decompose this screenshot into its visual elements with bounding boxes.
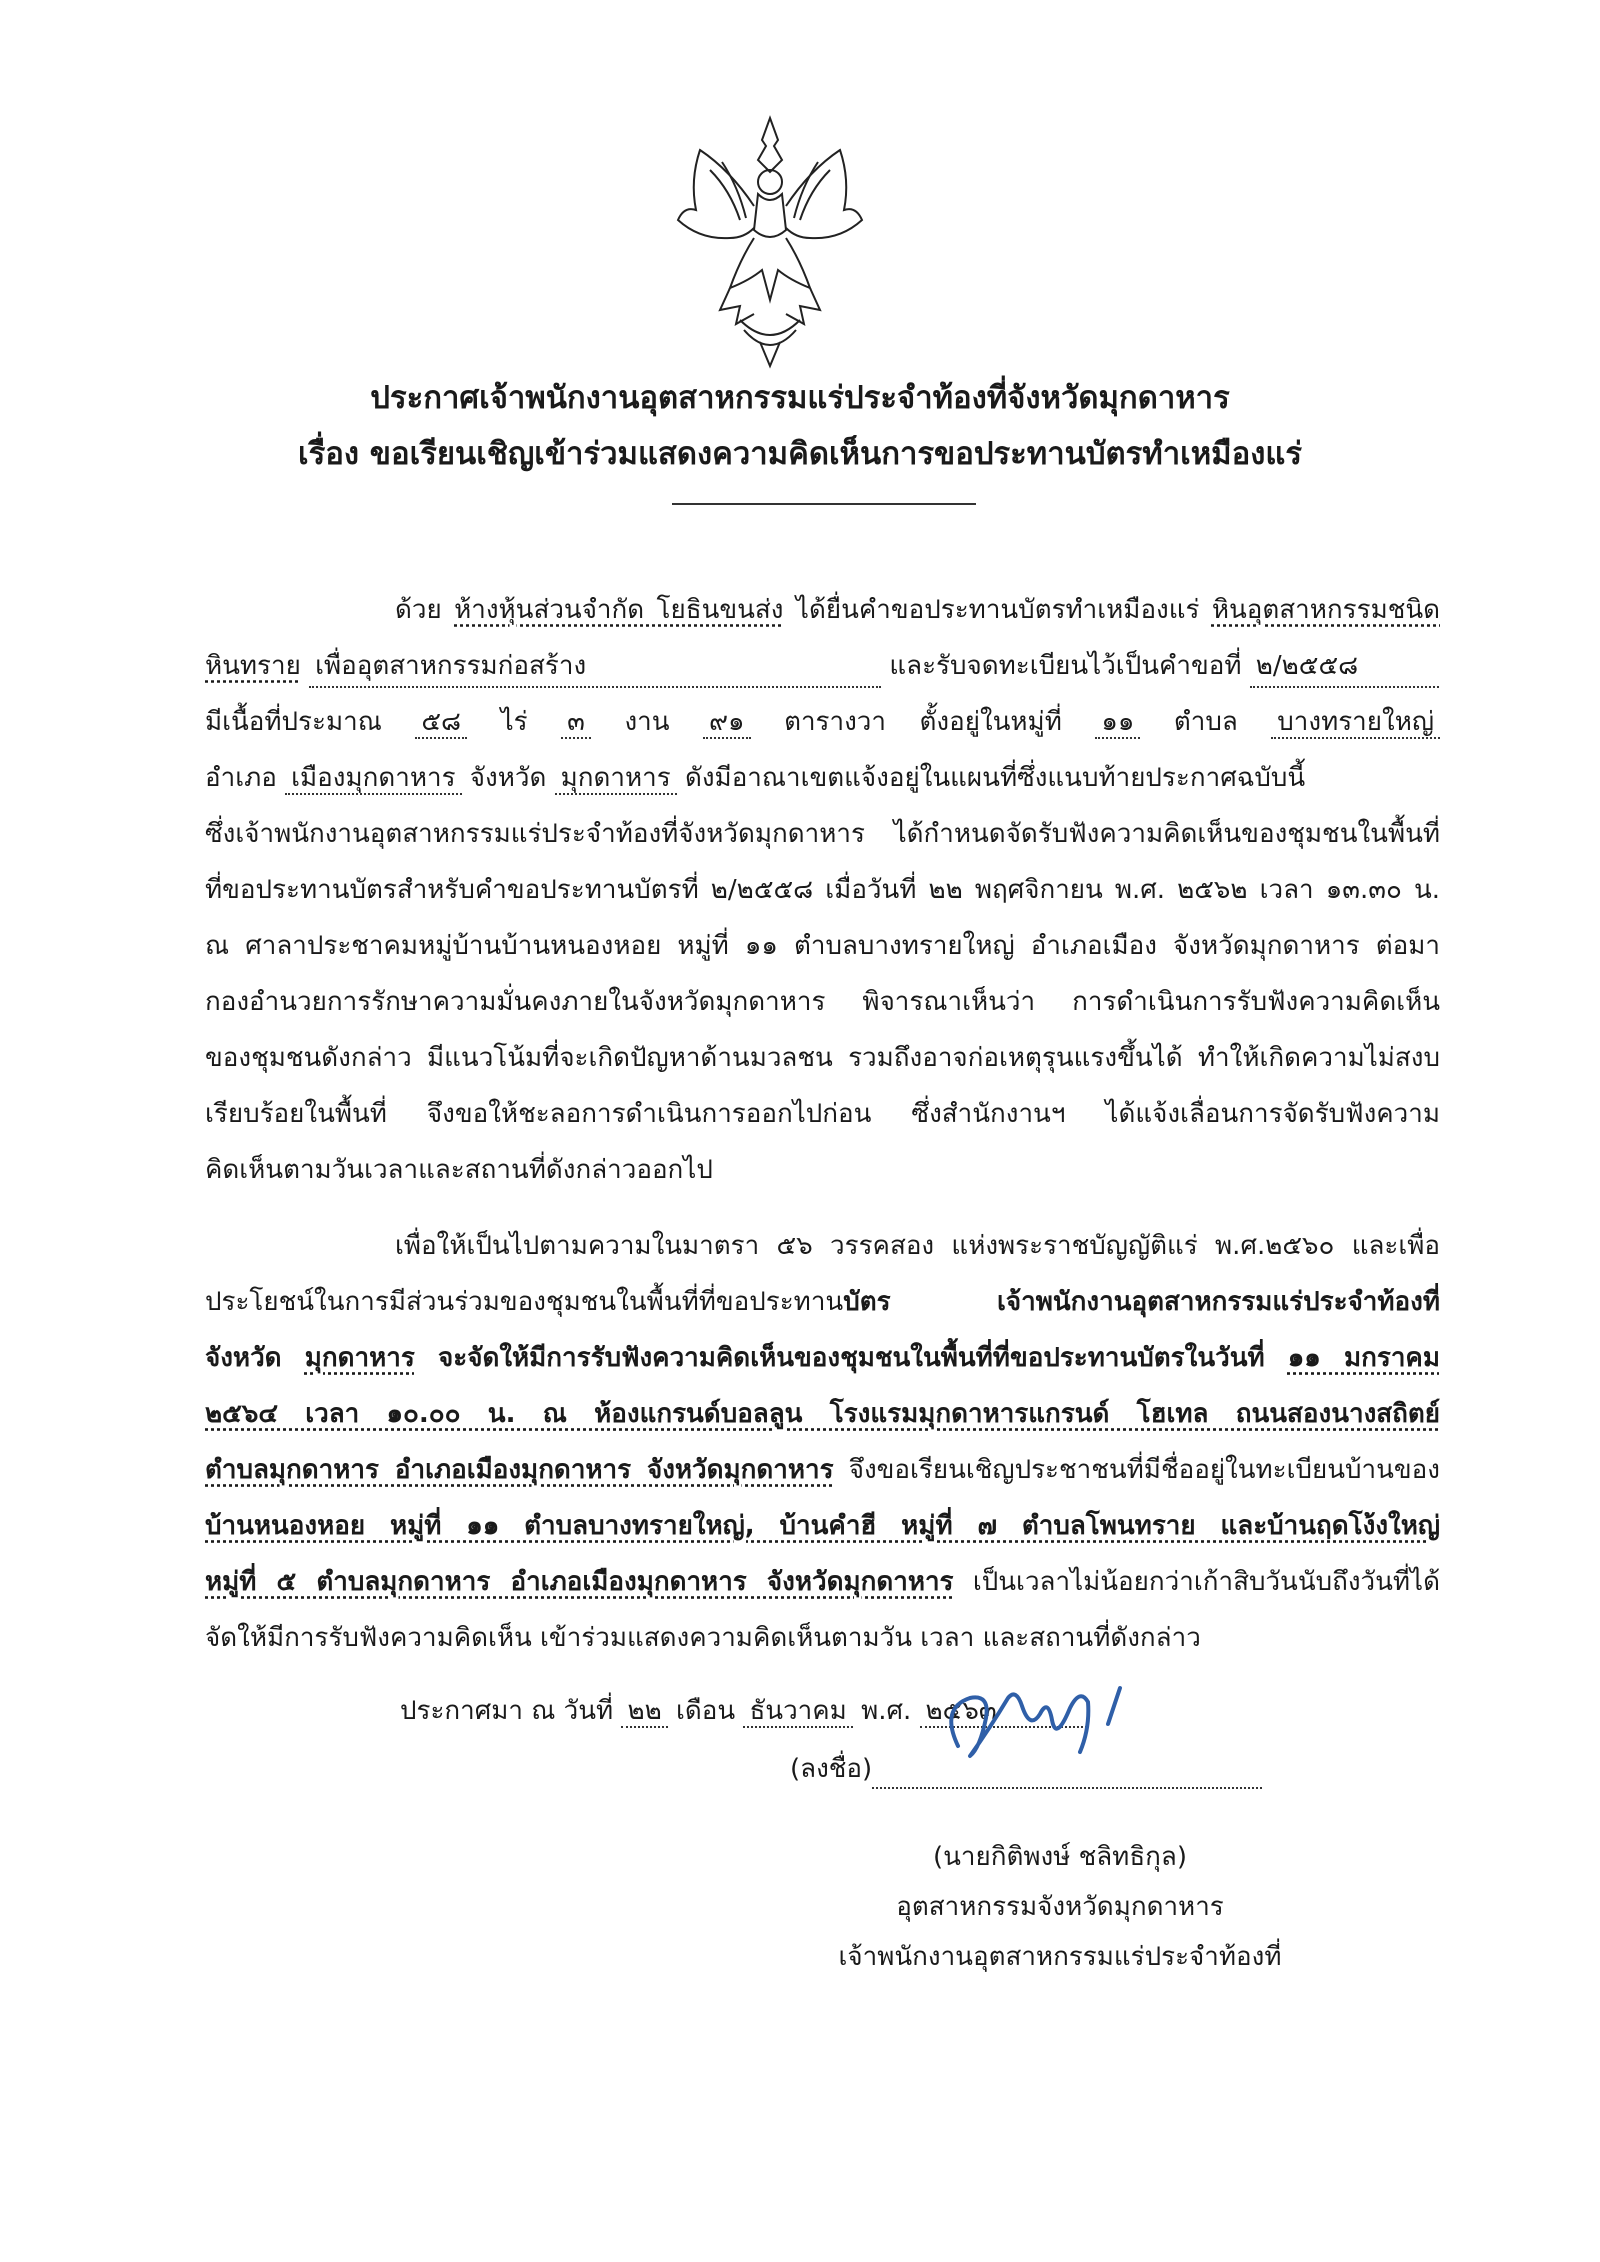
date-month: ธันวาคม — [743, 1696, 852, 1728]
p2-line-1: เพื่อให้เป็นไปตามความในมาตรา ๕๖ วรรคสอง แห่งพระราชบัญญัติแร่ พ.ศ.๒๕๖๐ และเพื่อ — [395, 1231, 1440, 1261]
p1-line-1: ด้วย ห้างหุ้นส่วนจำกัด โยธินขนส่ง ได้ยื่นคำขอประทานบัตรทำเหมืองแร่ หินอุตสาหกรรมชนิด — [395, 595, 1440, 625]
amphoe-field: เมืองมุกดาหาร — [285, 763, 461, 795]
garuda-emblem — [670, 110, 870, 370]
p1-line-8: กองอำนวยการรักษาความมั่นคงภายในจังหวัดมุกดาหาร พิจารณาเห็นว่า การดำเนินการรับฟังความคิดเห็น — [205, 987, 1440, 1017]
signer-position-2: เจ้าพนักงานอุตสาหกรรมแร่ประจำท้องที่ — [838, 1942, 1282, 1972]
signer-name: (นายกิติพงษ์ ชลิทธิกุล) — [932, 1842, 1188, 1872]
area-ngan: ๓ — [561, 707, 591, 739]
moo-field: ๑๑ — [1095, 707, 1140, 739]
p1-line-5: ซึ่งเจ้าพนักงานอุตสาหกรรมแร่ประจำท้องที่จังหวัดมุกดาหาร ได้กำหนดจัดรับฟังความคิดเห็นของชุมชนในพื้นที่ — [205, 819, 1440, 849]
purpose-field: เพื่ออุตสาหกรรมก่อสร้าง — [309, 646, 881, 688]
date-day: ๒๒ — [621, 1696, 667, 1728]
p1-line-4: อำเภอ เมืองมุกดาหาร จังหวัด มุกดาหาร ดังมีอาณาเขตแจ้งอยู่ในแผนที่ซึ่งแนบท้ายประกาศฉบับนี้ — [205, 763, 1306, 793]
title-divider — [672, 503, 976, 505]
title-line-1: ประกาศเจ้าพนักงานอุตสาหกรรมแร่ประจำท้องที่จังหวัดมุกดาหาร — [370, 380, 1230, 416]
signature-line: (ลงชื่อ) — [790, 1748, 1262, 1789]
p2-line-7: หมู่ที่ ๕ ตำบลมุกดาหาร อำเภอเมืองมุกดาหาร จังหวัดมุกดาหาร เป็นเวลาไม่น้อยกว่าเก้าสิบวันนับถึงวันที่ได้ — [205, 1567, 1440, 1597]
p2-line-5: ตำบลมุกดาหาร อำเภอเมืองมุกดาหาร จังหวัดมุกดาหาร จึงขอเรียนเชิญประชาชนที่มีชื่ออยู่ในทะเบียนบ้านของ — [205, 1455, 1440, 1485]
title-line-2: เรื่อง ขอเรียนเชิญเข้าร่วมแสดงความคิดเห็นการขอประทานบัตรทำเหมืองแร่ — [298, 436, 1302, 472]
p2-line-6: บ้านหนองหอย หมู่ที่ ๑๑ ตำบลบางทรายใหญ่, บ้านคำฮี หมู่ที่ ๗ ตำบลโพนทราย และบ้านฤดโง้งใหญ่ — [205, 1511, 1440, 1541]
area-wa: ๙๑ — [703, 707, 751, 739]
announce-date: ประกาศมา ณ วันที่ ๒๒ เดือน ธันวาคม พ.ศ. ๒๕๖๓ — [400, 1690, 1087, 1731]
p1-line-6: ที่ขอประทานบัตรสำหรับคำขอประทานบัตรที่ ๒/๒๕๕๘ เมื่อวันที่ ๒๒ พฤศจิกายน พ.ศ. ๒๕๖๒ เวลา ๑๓.๓๐ น. — [205, 875, 1440, 905]
request-number: ๒/๒๕๕๘ — [1250, 646, 1440, 688]
tambon-field: บางทรายใหญ่ — [1271, 707, 1440, 739]
applicant-name: ห้างหุ้นส่วนจำกัด โยธินขนส่ง — [454, 595, 784, 625]
p2-line-8: จัดให้มีการรับฟังความคิดเห็น เข้าร่วมแสดงความคิดเห็นตามวัน เวลา และสถานที่ดังกล่าว — [205, 1623, 1201, 1653]
p2-line-2: ประโยชน์ในการมีส่วนร่วมของชุมชนในพื้นที่ที่ขอประทานบัตร เจ้าพนักงานอุตสาหกรรมแร่ประจำท้องที่ — [205, 1287, 1440, 1317]
p1-line-2: หินทราย เพื่ออุตสาหกรรมก่อสร้าง และรับจดทะเบียนไว้เป็นคำขอที่ ๒/๒๕๕๘ — [205, 646, 1440, 690]
p1-line-11: คิดเห็นตามวันเวลาและสถานที่ดังกล่าวออกไป — [205, 1155, 713, 1185]
p1-line-3: มีเนื้อที่ประมาณ ๕๘ ไร่ ๓ งาน ๙๑ ตารางวา ตั้งอยู่ในหมู่ที่ ๑๑ ตำบล บางทรายใหญ่ — [205, 702, 1440, 746]
p2-line-3: จังหวัด มุกดาหาร จะจัดให้มีการรับฟังความคิดเห็นของชุมชนในพื้นที่ที่ขอประทานบัตรในวันที่ ๑๑ มกราคม — [205, 1343, 1440, 1373]
province-field: มุกดาหาร — [555, 763, 677, 795]
p1-line-9: ของชุมชนดังกล่าว มีแนวโน้มที่จะเกิดปัญหาด้านมวลชน รวมถึงอาจก่อเหตุรุนแรงขึ้นได้ ทำให้เกิดความไม่สงบ — [205, 1043, 1440, 1073]
p2-line-4: ๒๕๖๔ เวลา ๑๐.๐๐ น. ณ ห้องแกรนด์บอลลูน โรงแรมมุกดาหารแกรนด์ โฮเทล ถนนสองนางสถิตย์ — [205, 1399, 1440, 1429]
p1-line-10: เรียบร้อยในพื้นที่ จึงขอให้ชะลอการดำเนินการออกไปก่อน ซึ่งสำนักงานฯ ได้แจ้งเลื่อนการจัดรับฟังความ — [205, 1099, 1440, 1129]
mineral-type: หินอุตสาหกรรมชนิด — [1211, 595, 1440, 625]
area-rai: ๕๘ — [415, 707, 467, 739]
date-year: ๒๕๖๓ — [920, 1696, 1087, 1728]
p1-line-7: ณ ศาลาประชาคมหมู่บ้านบ้านหนองหอย หมู่ที่ ๑๑ ตำบลบางทรายใหญ่ อำเภอเมือง จังหวัดมุกดาหาร ต่อมา — [205, 931, 1440, 961]
signer-position-1: อุตสาหกรรมจังหวัดมุกดาหาร — [896, 1892, 1224, 1922]
